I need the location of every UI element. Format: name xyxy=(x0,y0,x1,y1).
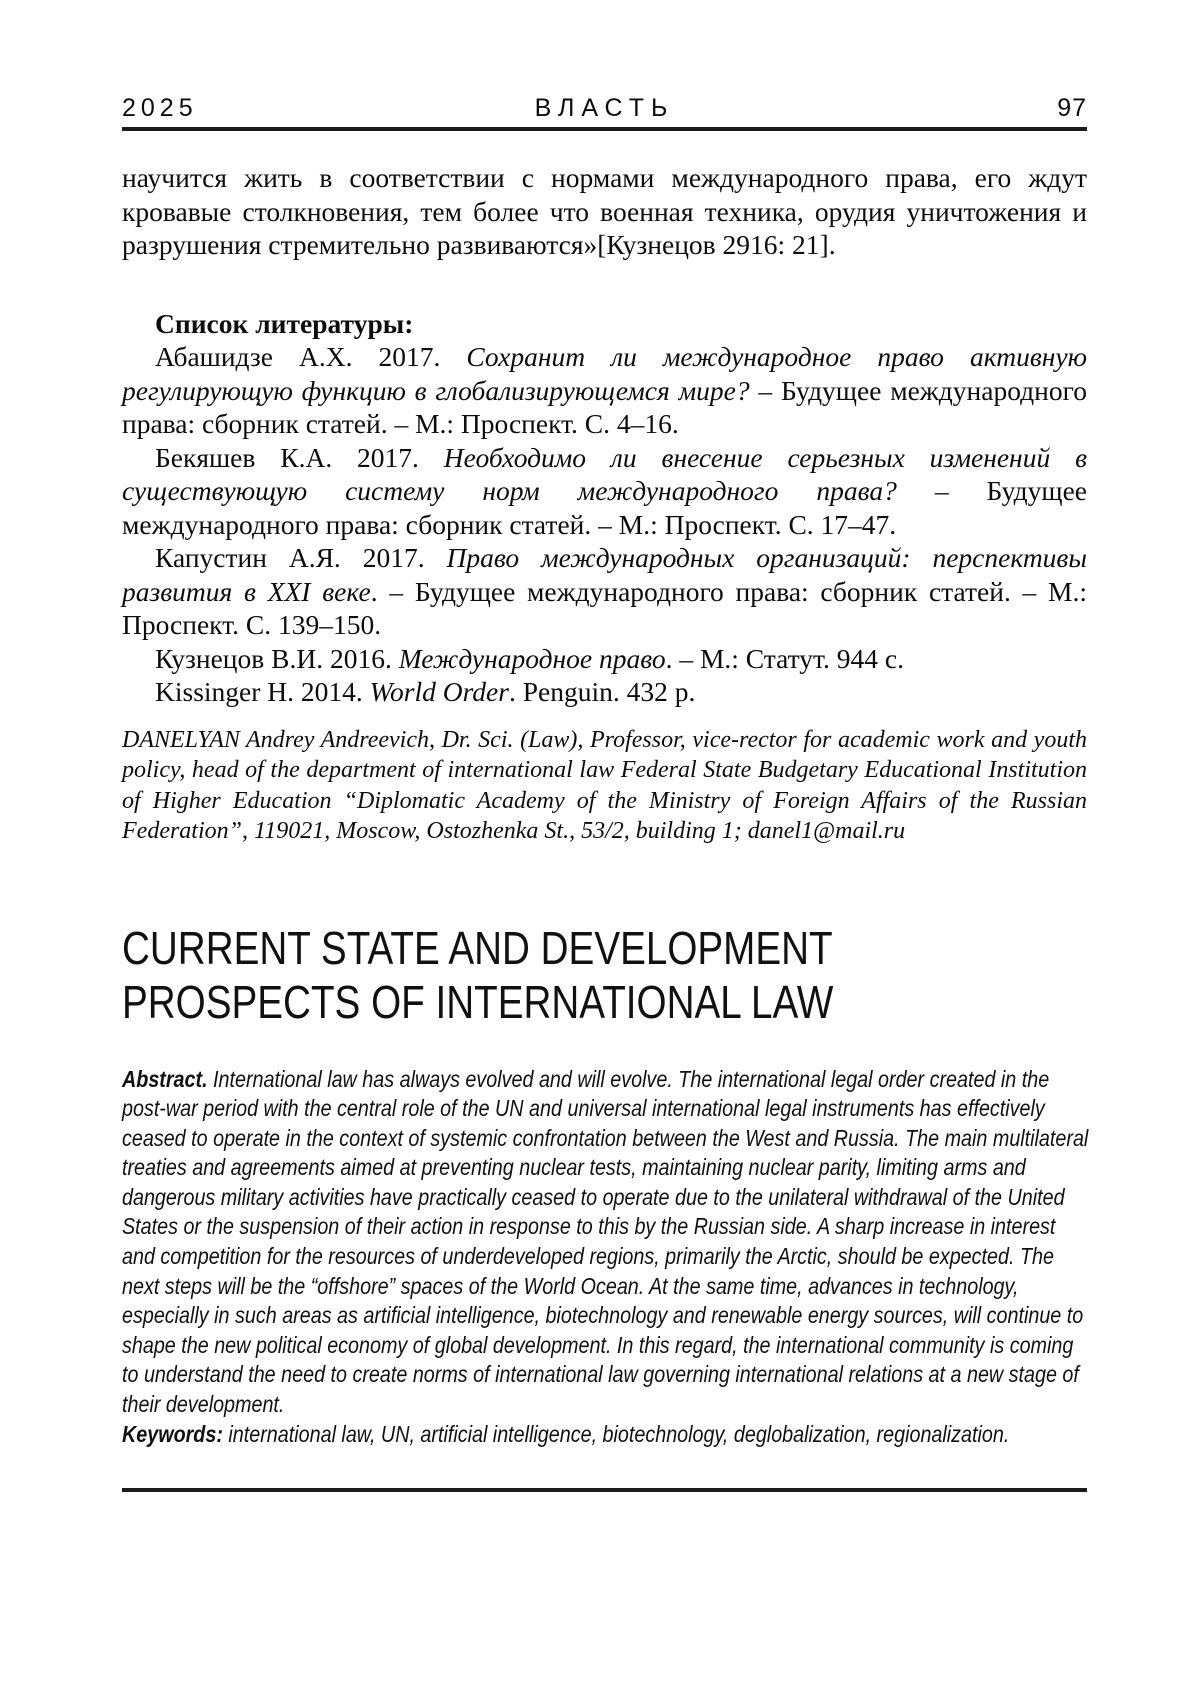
reference-authors: Kissinger H. 2014. xyxy=(155,676,370,707)
abstract-paragraph xyxy=(122,1065,1092,1420)
reference-source: . Penguin. 432 p. xyxy=(508,676,696,707)
reference-item xyxy=(122,441,1087,542)
reference-source: – Будущее международного права: сборник статей. – М.: Проспект. С. 4–16. xyxy=(122,374,1087,439)
reference-title: Необходимо ли внесение серьезных изменений в существующую систему норм международного права? xyxy=(122,441,1088,506)
reference-authors: Бекяшев К.А. 2017. xyxy=(155,441,444,473)
article-title-en: CURRENT STATE AND DEVELOPMENT PROSPECTS OF INTERNATIONAL LAW xyxy=(122,921,834,1028)
keywords-label: Keywords: xyxy=(122,1420,223,1447)
abstract-block xyxy=(122,1065,1092,1450)
page-header xyxy=(122,94,1087,131)
footer-rule xyxy=(122,1488,1087,1492)
header-page-number: 97 xyxy=(1057,94,1087,122)
references-section xyxy=(122,307,1087,709)
reference-item xyxy=(122,340,1087,441)
abstract-label: Abstract. xyxy=(122,1065,208,1092)
reference-item xyxy=(122,642,1087,676)
reference-title: Право международных организаций: перспективы развития в XXI веке xyxy=(122,542,1087,607)
references-heading: Список литературы: xyxy=(155,307,414,339)
author-affiliation: DANELYAN Andrey Andreevich, Dr. Sci. (Law), Professor, vice-rector for academic work and youth policy, head of the department of international law Federal State Budgetary Educational Institution of Higher Education “Diplomatic Academy of the Ministry of Foreign Affairs of the Russian Federation”, 119021, Moscow, Ostozhenka St., 53/2, building 1; danel1@mail.ru xyxy=(122,726,1087,844)
header-year: 2025 xyxy=(122,94,198,122)
reference-title: Сохранит ли международное право активную регулирующую функцию в глобализирующемся мире? xyxy=(122,341,1087,406)
reference-title: Международное право xyxy=(398,642,666,674)
reference-source: – Будущее международного права: сборник статей. – М.: Проспект. С. 17–47. xyxy=(122,475,1087,540)
reference-item xyxy=(122,675,1087,709)
reference-authors: Кузнецов В.И. 2016. xyxy=(155,642,399,674)
reference-title: World Order xyxy=(369,676,509,707)
abstract-text: International law has always evolved and will evolve. The international legal order created in the post-war period with the central role of the UN and universal international legal instruments has effectively ceased to operate in the context of systemic confrontation between the West and Russia. The main multilateral treaties and agreements aimed at preventing nuclear tests, maintaining nuclear parity, limiting arms and dangerous military activities have practically ceased to operate due to the unilateral withdrawal of the United States or the suspension of their action in response to this by the Russian side. A sharp increase in interest and competition for the resources of underdeveloped regions, primarily the Arctic, should be expected. The next steps will be the “offshore” spaces of the World Ocean. At the same time, advances in technology, especially in such areas as artificial intelligence, biotechnology and renewable energy sources, will continue to shape the new political economy of global development. In this regard, the international community is coming to understand the need to create norms of international law governing international relations at a new stage of their development. xyxy=(122,1065,1089,1418)
keywords-paragraph xyxy=(122,1420,1092,1450)
reference-authors: Абашидзе А.Х. 2017. xyxy=(155,341,467,372)
page-content xyxy=(122,161,1087,1492)
reference-source: . – М.: Статут. 944 с. xyxy=(665,642,904,674)
article-closing-paragraph: научится жить в соответствии с нормами международного права, его ждут кровавые столкновения, тем более что военная техника, орудия уничтожения и разрушения стремительно развиваются»[Кузнецов 2916: 21]. xyxy=(122,162,1087,260)
header-journal-title: ВЛАСТЬ xyxy=(534,94,675,122)
reference-source: . – Будущее международного права: сборник статей. – М.: Проспект. С. 139–150. xyxy=(122,575,1088,640)
keywords-text: international law, UN, artificial intelligence, biotechnology, deglobalization, regionalization. xyxy=(228,1420,1010,1447)
reference-authors: Капустин А.Я. 2017. xyxy=(155,542,447,573)
reference-item xyxy=(122,541,1087,642)
